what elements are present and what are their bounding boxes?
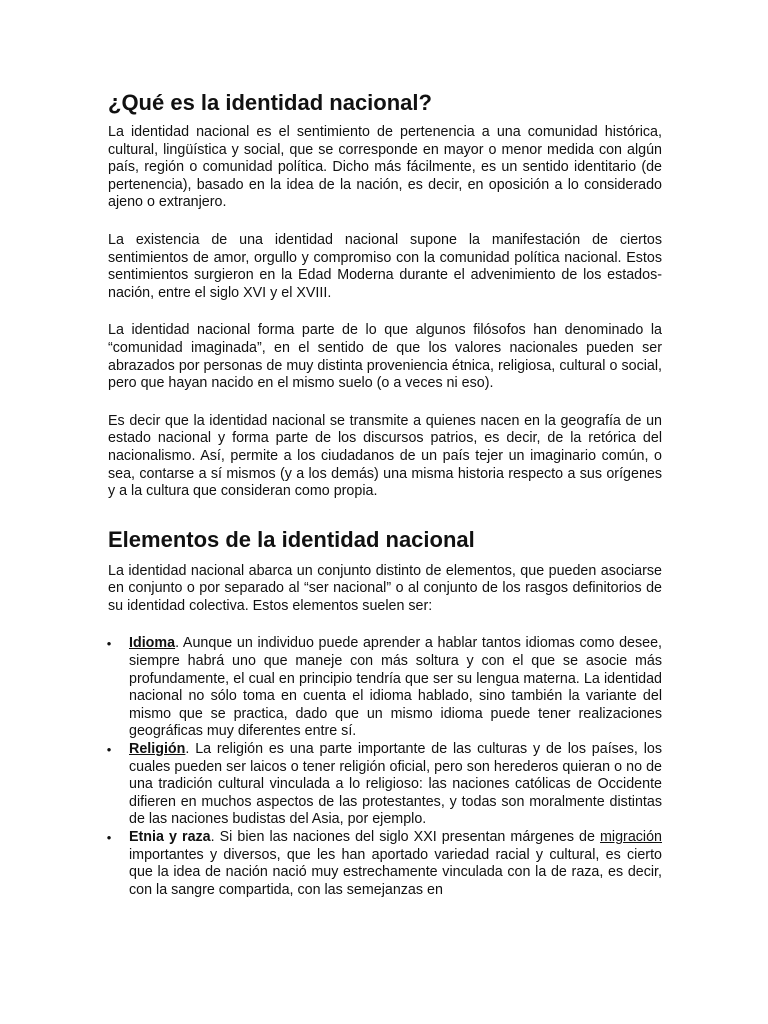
paragraph-3: La identidad nacional forma parte de lo que algunos filósofos han denominado la “comunidad imaginada”, en el sentido de que los valores nacionales pueden ser abrazados por personas de muy distinta proveniencia étnica, religiosa, cultural o social, pero que hayan nacido en el mismo suelo (o a veces ni eso). [108,322,662,392]
text-etnia-after: importantes y diversos, que les han aportado variedad racial y cultural, es cierto que la idea de nación nació muy estrechamente vinculada con la de raza, es decir, con la sangre compartida, con las semejanzas en [129,846,662,898]
bullet-icon: • [106,830,112,845]
document-page [108,88,662,899]
paragraph-4: Es decir que la identidad nacional se transmite a quienes nacen en la geografía de un estado nacional y forma parte de los discursos patrios, es decir, de la retórica del nacionalismo. Así, permite a los ciudadanos de un país tejer un imaginario común, o sea, contarse a sí mismos (y a los demás) una misma historia respecto a sus orígenes y a la cultura que consideran como propia. [108,412,662,500]
list-item-etnia [108,829,662,899]
heading-elementos: Elementos de la identidad nacional [108,526,475,552]
text-religion: . La religión es una parte importante de las culturas y de los países, los cuales pueden ser laicos o tener religión oficial, pero son herederos quieran o no de una tradición cultural vinculada a lo religioso: las naciones católicas de Occidente difieren en muchos aspectos de las protestantes, y todas son moralmente distintas de las naciones budistas del Asia, por ejemplo. [129,741,662,828]
heading-que-es: ¿Qué es la identidad nacional? [108,90,432,115]
link-migracion[interactable]: migración [600,829,662,845]
elements-list [108,635,662,899]
bullet-icon: • [106,742,112,758]
list-item-religion [108,741,662,829]
list-item-idioma [108,635,662,741]
paragraph-intro-elementos: La identidad nacional abarca un conjunto distinto de elementos, que pueden asociarse en conjunto o por separado al “ser nacional” o al conjunto de los rasgos definitorios de su identidad colectiva. Estos elementos suelen ser: [108,562,662,614]
text-etnia-before: . Si bien las naciones del siglo XXI presentan márgenes de [210,829,601,845]
paragraph-2: La existencia de una identidad nacional supone la manifestación de ciertos sentimientos de amor, orgullo y compromiso con la comunidad política nacional. Estos sentimientos surgieron en la Edad Moderna durante el advenimiento de los estados-nación, entre el siglo XVI y el XVIII. [108,231,662,301]
bullet-icon: • [106,636,112,652]
paragraph-1: La identidad nacional es el sentimiento de pertenencia a una comunidad histórica, cultural, lingüística y social, que se corresponde en mayor o menor medida con algún país, región o comunidad política. Dicho más fácilmente, es un sentido identitario (de pertenencia), basado en la idea de la nación, es decir, en oposición a lo considerado ajeno o extranjero. [108,124,662,211]
term-etnia: Etnia y raza [129,829,211,845]
term-idioma: Idioma [129,635,176,652]
term-religion: Religión [129,741,186,758]
text-idioma: . Aunque un individuo puede aprender a hablar tantos idiomas como desee, siempre habrá uno que maneje con más soltura y con el que se asocie más profundamente, el cual en principio tendría que ser su lengua materna. La identidad nacional no sólo toma en cuenta el idioma hablado, sino también la variante del mismo que se practica, dado que un mismo idioma puede tener realizaciones geográficas muy diferentes entre sí. [129,635,662,740]
